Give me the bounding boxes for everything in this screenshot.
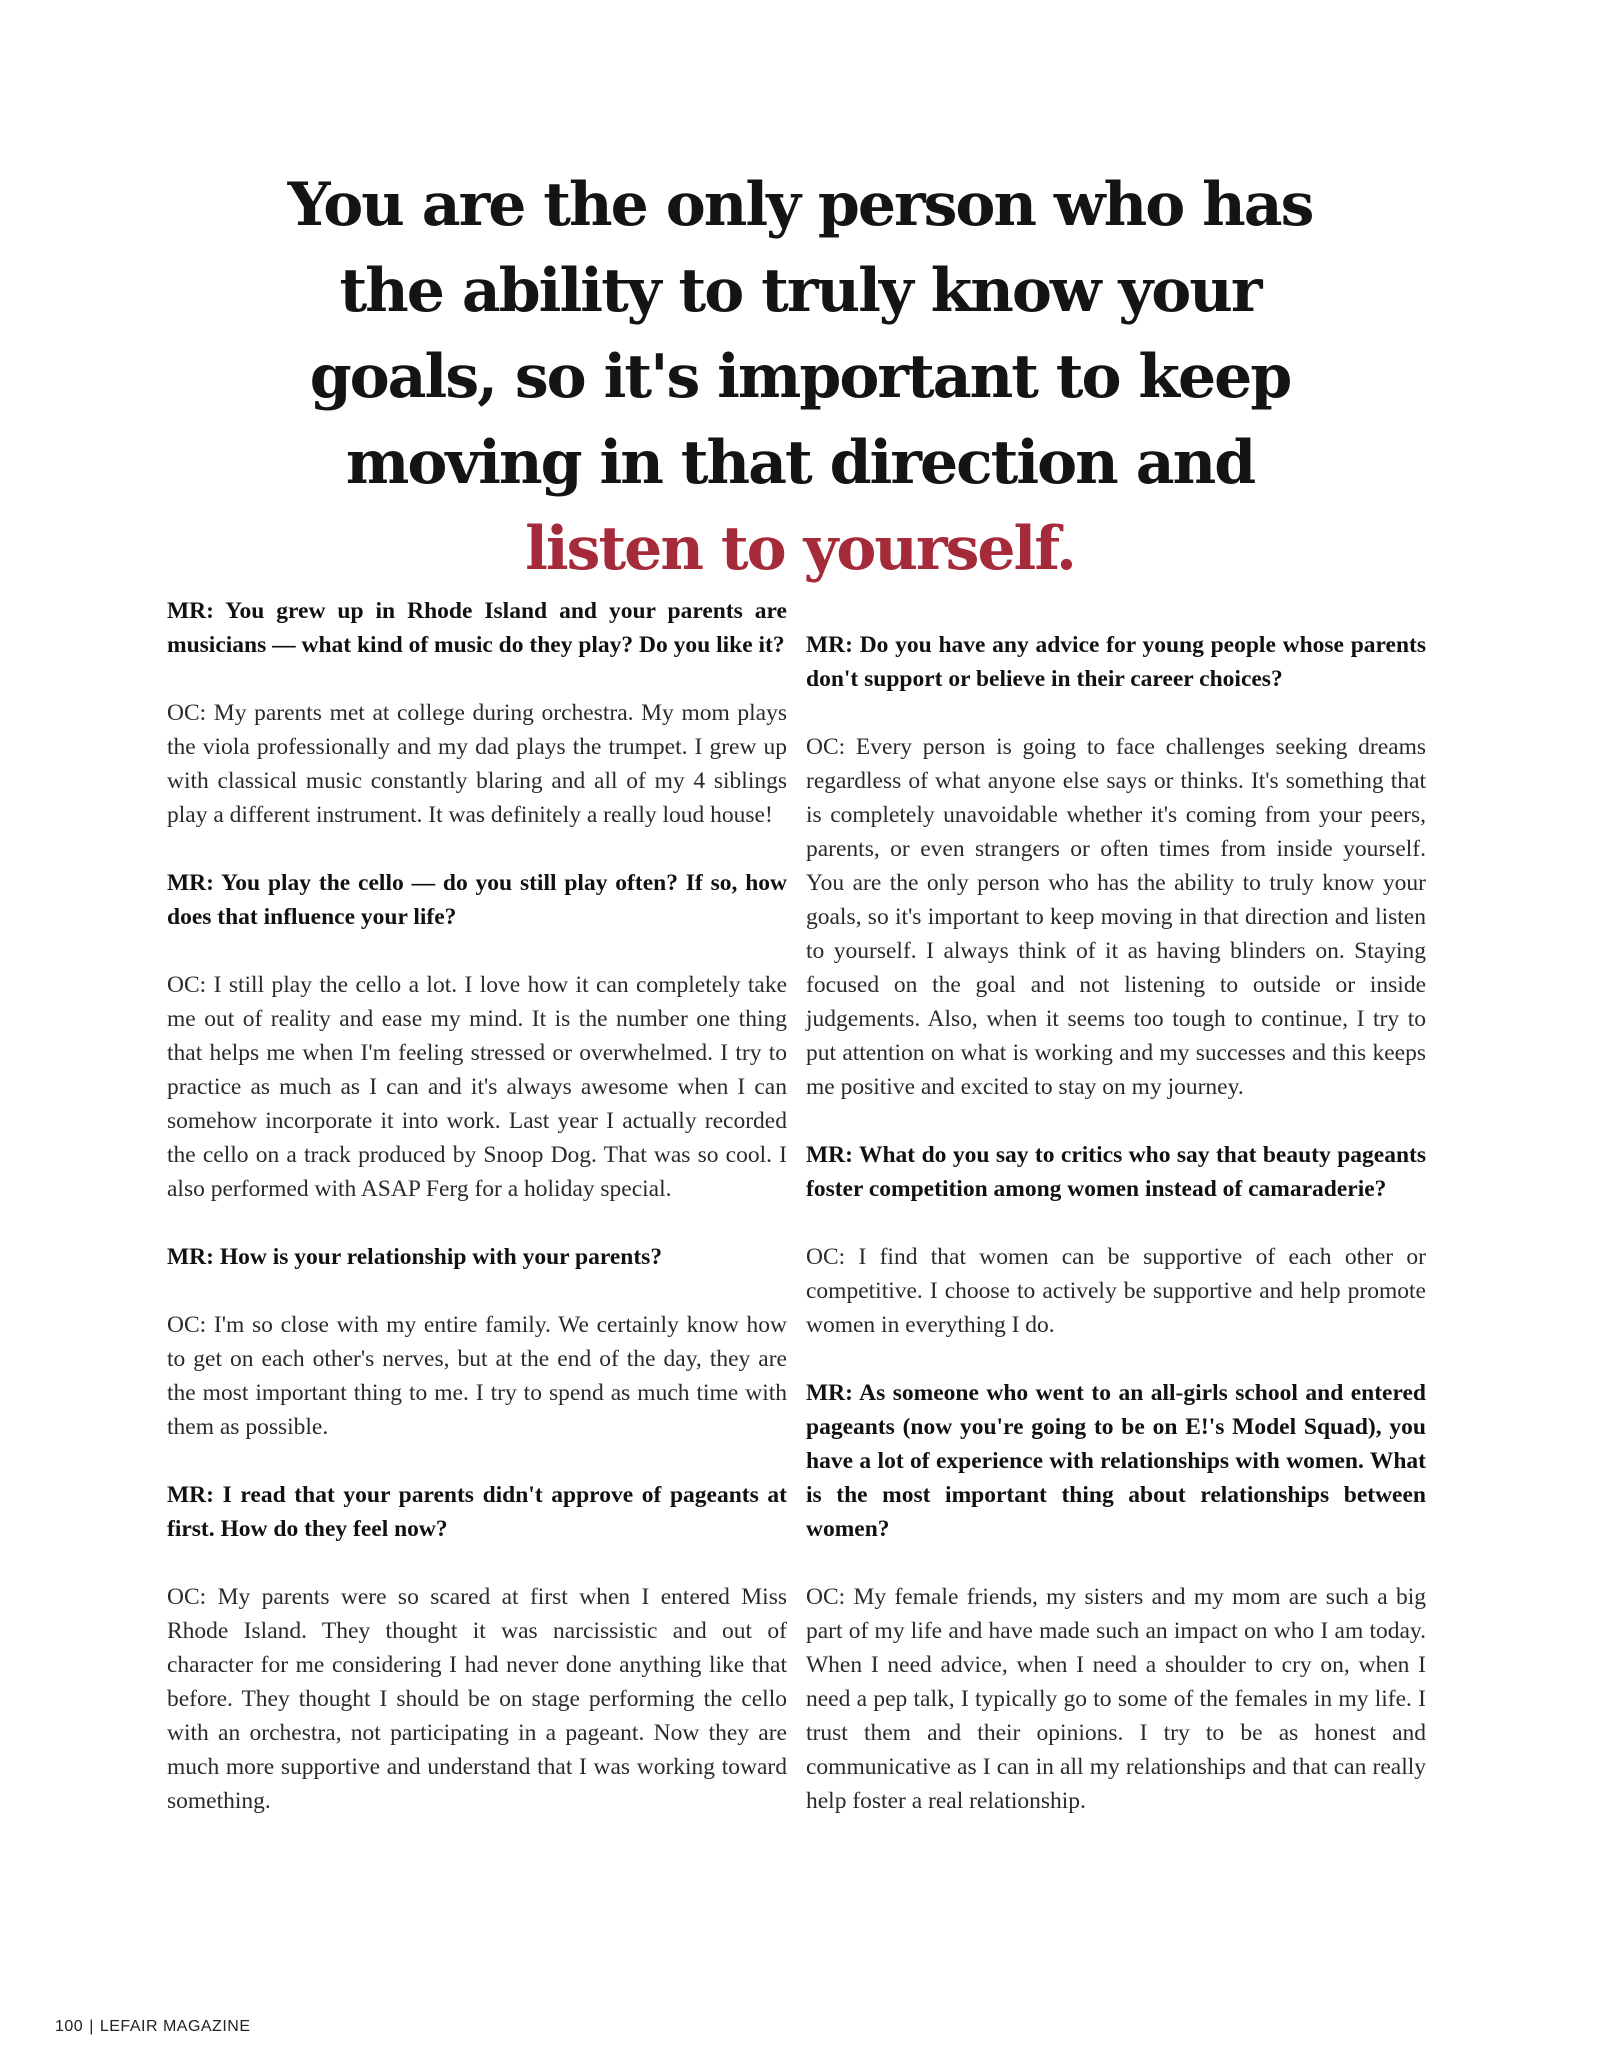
question-5: MR: Do you have any advice for young people whose parents don't support or believe in their career choices? [806,632,1426,692]
question-6: MR: What do you say to critics who say that beauty pageants foster competition among women instead of camaraderie? [806,1142,1426,1202]
answer-1: OC: My parents met at college during orchestra. My mom plays the viola professionally and my dad plays the trumpet. I grew up with classical music constantly blaring and all of my 4 siblings play a different instrument. It was definitely a really loud house! [167,700,787,828]
question-4: MR: I read that your parents didn't approve of pageants at first. How do they feel now? [167,1482,787,1542]
pull-quote-text: You are the only person who has the ability to truly know your goals, so it's important to keep moving in that direction and [287,170,1313,498]
question-1: MR: You grew up in Rhode Island and your parents are musicians — what kind of music do they play? Do you like it? [167,598,787,658]
question-3: MR: How is your relationship with your parents? [167,1244,663,1270]
right-column [806,628,1426,1852]
question-2: MR: You play the cello — do you still play often? If so, how does that influence your life? [167,870,787,930]
pull-quote-highlight: listen to yourself. [525,514,1075,584]
question-7: MR: As someone who went to an all-girls school and entered pageants (now you're going to be on E!'s Model Squad), you have a lot of experience with relationships with women. What is the most important thing about relationships between women? [806,1380,1426,1542]
left-column [167,594,787,1852]
page-number: 100 [55,2018,84,2035]
answer-6: OC: I find that women can be supportive of each other or competitive. I choose to actively be supportive and help promote women in everything I do. [806,1244,1426,1338]
footer-separator: | [89,2018,94,2035]
answer-4: OC: My parents were so scared at first when I entered Miss Rhode Island. They thought it was narcissistic and out of character for me considering I had never done anything like that before. They thought I should be on stage performing the cello with an orchestra, not participating in a pageant. Now they are much more supportive and understand that I was working toward something. [167,1584,787,1814]
answer-5: OC: Every person is going to face challenges seeking dreams regardless of what anyone else says or thinks. It's something that is completely unavoidable whether it's coming from your peers, parents, or even strangers or often times from inside yourself. You are the only person who has the ability to truly know your goals, so it's important to keep moving in that direction and listen to yourself. I always think of it as having blinders on. Staying focused on the goal and not listening to outside or inside judgements. Also, when it seems too tough to continue, I try to put attention on what is working and my successes and this keeps me positive and excited to stay on my journey. [806,734,1426,1100]
publication-name: LEFAIR MAGAZINE [99,2018,251,2035]
answer-7: OC: My female friends, my sisters and my mom are such a big part of my life and have made such an impact on who I am today. When I need advice, when I need a shoulder to cry on, when I need a pep talk, I typically go to some of the females in my life. I trust them and their opinions. I try to be as honest and communicative as I can in all my relationships and that can really help foster a real relationship. [806,1584,1426,1814]
page-footer [55,2018,251,2036]
pull-quote [250,162,1350,592]
answer-3: OC: I'm so close with my entire family. We certainly know how to get on each other's nerves, but at the end of the day, they are the most important thing to me. I try to spend as much time with them as possible. [167,1312,787,1440]
answer-2: OC: I still play the cello a lot. I love how it can completely take me out of reality and ease my mind. It is the number one thing that helps me when I'm feeling stressed or overwhelmed. I try to practice as much as I can and it's always awesome when I can somehow incorporate it into work. Last year I actually recorded the cello on a track produced by Snoop Dog. That was so cool. I also performed with ASAP Ferg for a holiday special. [167,972,787,1202]
